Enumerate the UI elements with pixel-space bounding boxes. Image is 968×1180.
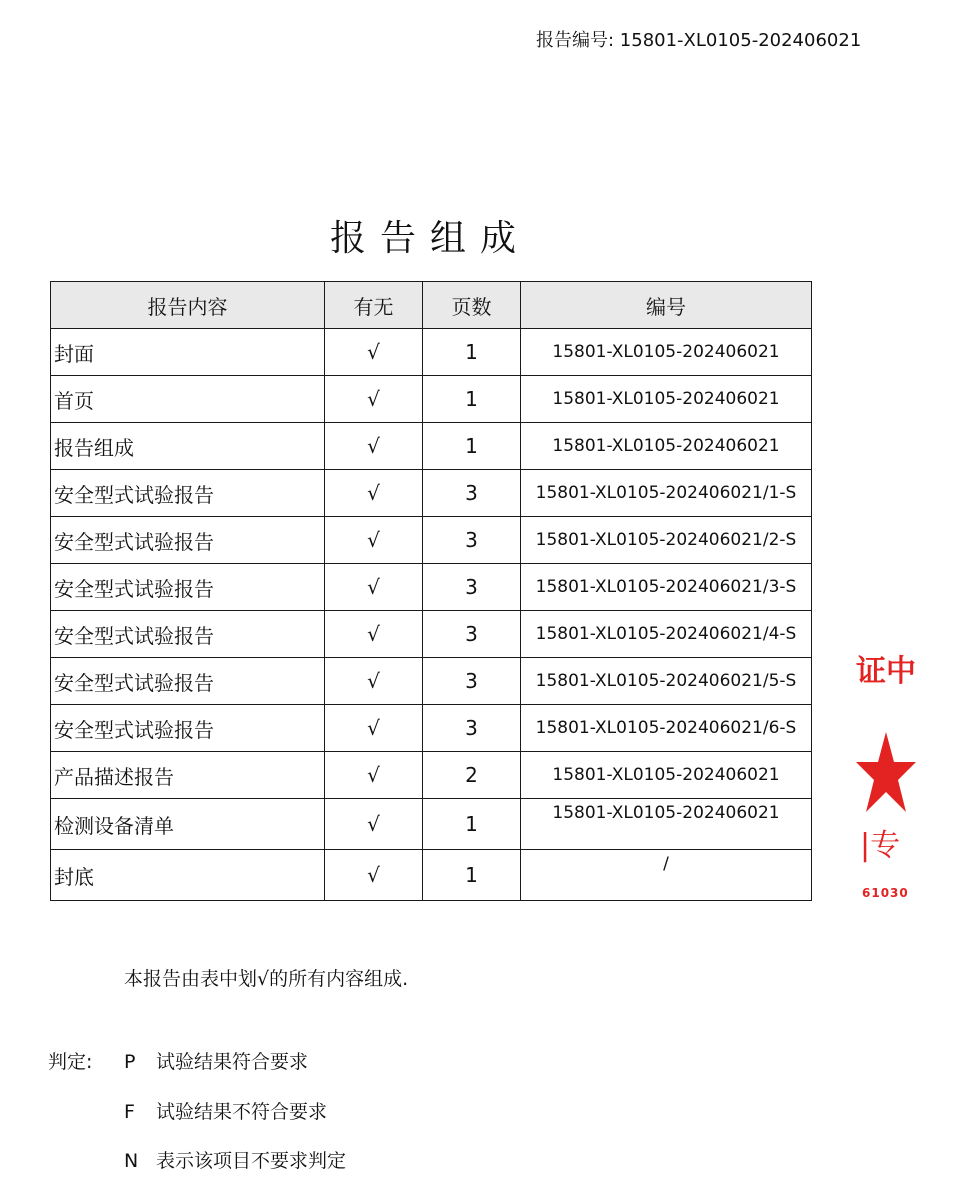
row-pages: 3 xyxy=(423,564,521,611)
row-number: 15801-XL0105-202406021 xyxy=(521,799,812,850)
row-content: 安全型式试验报告 xyxy=(51,564,325,611)
row-number: 15801-XL0105-202406021/6-S xyxy=(521,705,812,752)
row-has-mark: √ xyxy=(325,517,423,564)
row-pages: 3 xyxy=(423,470,521,517)
row-number: 15801-XL0105-202406021/5-S xyxy=(521,658,812,705)
column-header-number: 编号 xyxy=(521,282,812,329)
row-has-mark: √ xyxy=(325,611,423,658)
row-content: 产品描述报告 xyxy=(51,752,325,799)
row-pages: 1 xyxy=(423,329,521,376)
table-row xyxy=(51,423,812,470)
row-pages: 3 xyxy=(423,658,521,705)
row-number: / xyxy=(521,850,812,901)
row-pages: 1 xyxy=(423,850,521,901)
column-header-pages: 页数 xyxy=(423,282,521,329)
star-icon xyxy=(856,732,916,816)
table-header-row xyxy=(51,282,812,329)
row-content: 安全型式试验报告 xyxy=(51,611,325,658)
row-content: 安全型式试验报告 xyxy=(51,470,325,517)
table-row xyxy=(51,658,812,705)
column-header-content: 报告内容 xyxy=(51,282,325,329)
page-title: 报告组成 xyxy=(329,218,530,259)
table-row xyxy=(51,850,812,901)
row-content: 封底 xyxy=(51,850,325,901)
seal-text-bottom: 61030 xyxy=(862,886,909,900)
table-row xyxy=(51,564,812,611)
row-has-mark: √ xyxy=(325,470,423,517)
table-row xyxy=(51,517,812,564)
row-number: 15801-XL0105-202406021/1-S xyxy=(521,470,812,517)
table-row xyxy=(51,799,812,850)
row-pages: 1 xyxy=(423,376,521,423)
table-row xyxy=(51,329,812,376)
row-has-mark: √ xyxy=(325,423,423,470)
row-content: 报告组成 xyxy=(51,423,325,470)
report-composition-table xyxy=(50,281,812,901)
row-pages: 1 xyxy=(423,423,521,470)
row-number: 15801-XL0105-202406021 xyxy=(521,329,812,376)
verdict-text: 试验结果符合要求 xyxy=(156,1051,309,1073)
row-pages: 3 xyxy=(423,517,521,564)
row-pages: 2 xyxy=(423,752,521,799)
row-has-mark: √ xyxy=(325,705,423,752)
row-has-mark: √ xyxy=(325,564,423,611)
row-has-mark: √ xyxy=(325,329,423,376)
verdict-label: 判定: xyxy=(48,1051,93,1073)
table-row xyxy=(51,705,812,752)
row-number: 15801-XL0105-202406021/3-S xyxy=(521,564,812,611)
row-number: 15801-XL0105-202406021/4-S xyxy=(521,611,812,658)
table-row xyxy=(51,611,812,658)
row-pages: 3 xyxy=(423,611,521,658)
seal-text-top: 证中 xyxy=(856,654,916,689)
row-has-mark: √ xyxy=(325,752,423,799)
seal-text-mid: |专 xyxy=(860,828,901,863)
verdict-text: 试验结果不符合要求 xyxy=(156,1101,328,1123)
column-header-has: 有无 xyxy=(325,282,423,329)
verdict-line-na xyxy=(48,1146,346,1173)
table-row xyxy=(51,752,812,799)
row-pages: 1 xyxy=(423,799,521,850)
row-number: 15801-XL0105-202406021/2-S xyxy=(521,517,812,564)
verdict-code: N xyxy=(124,1150,139,1172)
verdict-code: F xyxy=(124,1101,135,1123)
verdict-text: 表示该项目不要求判定 xyxy=(156,1150,347,1172)
row-content: 安全型式试验报告 xyxy=(51,705,325,752)
row-has-mark: √ xyxy=(325,850,423,901)
row-has-mark: √ xyxy=(325,658,423,705)
composition-note: 本报告由表中划√的所有内容组成. xyxy=(124,968,409,990)
verdict-line-fail xyxy=(48,1097,327,1124)
row-number: 15801-XL0105-202406021 xyxy=(521,423,812,470)
report-number: 报告编号: 15801-XL0105-202406021 xyxy=(536,30,862,51)
row-content: 安全型式试验报告 xyxy=(51,517,325,564)
table-row xyxy=(51,470,812,517)
verdict-line-pass xyxy=(48,1047,308,1074)
verdict-code: P xyxy=(124,1051,136,1073)
row-content: 安全型式试验报告 xyxy=(51,658,325,705)
row-pages: 3 xyxy=(423,705,521,752)
row-content: 封面 xyxy=(51,329,325,376)
row-has-mark: √ xyxy=(325,799,423,850)
row-number: 15801-XL0105-202406021 xyxy=(521,752,812,799)
row-content: 检测设备清单 xyxy=(51,799,325,850)
table-row xyxy=(51,376,812,423)
row-content: 首页 xyxy=(51,376,325,423)
row-has-mark: √ xyxy=(325,376,423,423)
row-number: 15801-XL0105-202406021 xyxy=(521,376,812,423)
red-seal-stamp xyxy=(848,640,968,920)
